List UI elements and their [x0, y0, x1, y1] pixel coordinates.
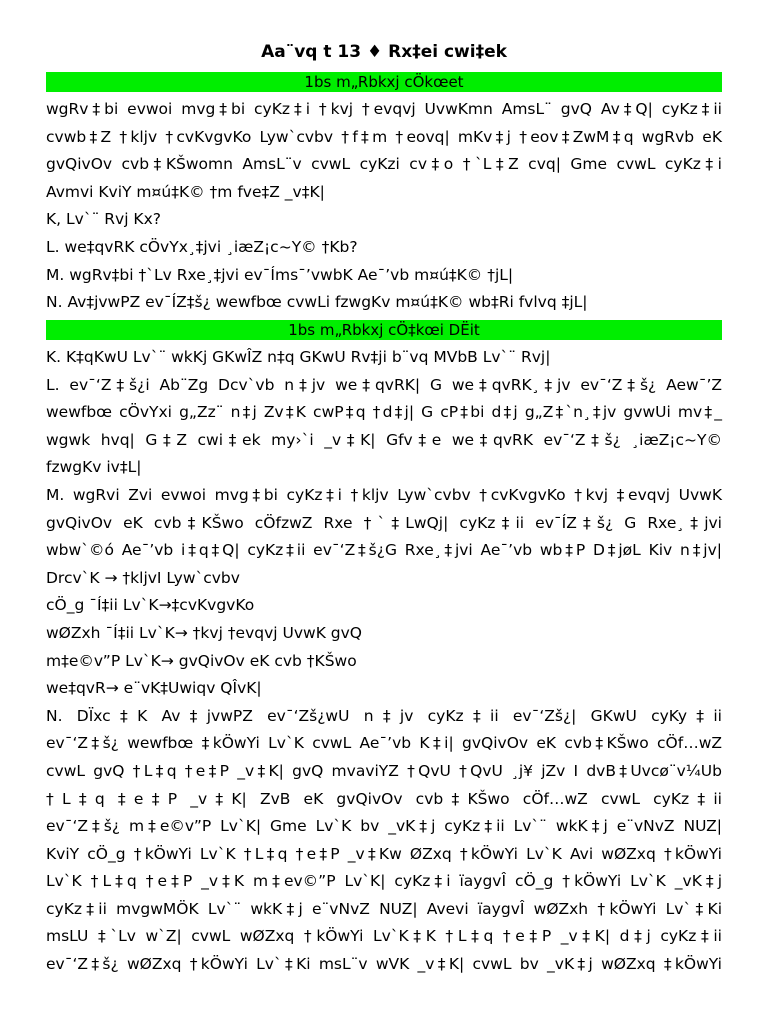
text-line: wgRv‡bi evwoi mvg‡bi cyKz‡i †kvj †evqvj UvwKmn AmsL¨ gvQ Av‡Q| cyKz‡ii [46, 100, 722, 118]
text-line: gvQivOv eK cvb‡KŠwo cÖfzwZ Rxe †`‡LwQj| cyKz‡ii ev¯ÍZ‡š¿ G Rxe¸‡jvi [46, 513, 722, 532]
text-line: msLU ‡`Lv w`Z| cvwL wØZxq †kÖwYi Lv`K‡K †L‡q †e‡P _v‡K| d‡j cyKz‡ii [46, 927, 722, 946]
question-text-block [46, 96, 722, 317]
text-line: Avmvi KviY m¤ú‡K© †m fve‡Z _v‡K| [46, 182, 325, 201]
text-line: cyKz‡ii mvgwMÖK Lv`¨ wkK‡j e¨vNvZ NUZ| Avevi ïaygvÎ wØZxh †kÖwYi Lv`‡Ki [46, 899, 722, 918]
text-line: L. we‡qvRK cÖvYx¸‡jvi ¸iæZ¡c~Y© †Kb? [46, 237, 358, 256]
text-line: ev¯‘Z‡š¿ m‡e©v”P Lv`K| Gme Lv`K bv _vK‡j cyKz‡ii Lv`¨ wkK‡j e¨vNvZ NUZ| [46, 817, 722, 836]
text-line: we‡qvR→ e¨vK‡Uwiqv QÎvK| [46, 679, 262, 698]
answer-text-block [46, 344, 722, 979]
text-line: Drcv`K → †kljvI Lyw`cvbv [46, 568, 240, 587]
text-line: KviY cÖ_g †kÖwYi Lv`K †L‡q †e‡P _v‡Kw ØZxq †kÖwYi Lv`K Avi wØZxq †kÖwYi [46, 844, 722, 863]
text-line: Lv`K †L‡q †e‡P _v‡K m‡ev©”P Lv`K| cyKz‡i ïaygvÎ cÖ_g †kÖwYi Lv`K _vK‡j [46, 872, 722, 891]
text-line: L. ev¯‘Z‡š¿i Ab¨Zg Dcv`vb n‡jv we‡qvRK| G we‡qvRK¸‡jv ev¯‘Z‡š¿ Aew¯’Z [46, 375, 722, 394]
chapter-title: Aa¨vq t 13 ♦ Rx‡ei cwi‡ek [261, 42, 507, 62]
text-line: cÖ_g ¯Í‡ii Lv`K→‡cvKvgvKo [46, 596, 255, 615]
text-line: cvwL gvQ †L‡q †e‡P _v‡K| gvQ mvaviYZ †QvU †QvU ¸j¥ jZv I dvB‡Uvcø¨v¼Ub [46, 761, 722, 780]
text-line: K, Lv`¨ Rvj Kx? [46, 210, 161, 229]
text-line: ev¯‘Z‡š¿ wewfbœ ‡kÖwYi Lv`K cvwL Ae¯’vb K‡i| gvQivOv eK cvb‡KŠwo cÖf…wZ [46, 734, 722, 753]
text-line: fzwgKv iv‡L| [46, 458, 142, 477]
text-line: N. Av‡jvwPZ ev¯ÍZ‡š¿ wewfbœ cvwLi fzwgKv m¤ú‡K© wb‡Ri fvlvq ‡jL| [46, 293, 588, 312]
text-line: wbw`©ó Ae¯’vb i‡q‡Q| cyKz‡ii ev¯‘Z‡š¿G Rxe¸‡jvi Ae¯’vb wb‡P D‡jøL Kiv n‡jv| [46, 541, 722, 560]
text-line: wØZxh ¯Í‡ii Lv`K→ †kvj †evqvj UvwK gvQ [46, 623, 363, 642]
text-line: wgwk hvq| G‡Z cwi‡ek my›`i _v‡K| Gfv‡e we‡qvRK ev¯‘Z‡š¿ ¸iæZ¡c~Y© [46, 430, 722, 449]
section-header-question: 1bs m„Rbkxj cÖkœet [46, 72, 722, 92]
text-line: m‡e©v”P Lv`K→ gvQivOv eK cvb †KŠwo [46, 651, 357, 670]
text-line: N. DÏxc‡K Av‡jvwPZ ev¯‘Zš¿wU n‡jv cyKz‡ii ev¯‘Zš¿| GKwU cyKy‡ii [46, 706, 722, 725]
text-line: M. wgRvi Zvi evwoi mvg‡bi cyKz‡i †kljv Lyw`cvbv †cvKvgvKo †kvj ‡evqvj UvwK [46, 485, 722, 504]
text-line: gvQivOv cvb‡KŠwomn AmsL¨v cvwL cyKzi cv‡o †`L‡Z cvq| Gme cvwL cyKz‡i [46, 155, 722, 174]
text-line: K. K‡qKwU Lv`¨ wkKj GKwÎZ n‡q GKwU Rv‡ji b¨vq MVbB Lv`¨ Rvj| [46, 348, 551, 366]
section-header-answer: 1bs m„Rbkxj cÖ‡kœi DËit [46, 320, 722, 340]
text-line: M. wgRv‡bi †`Lv Rxe¸‡jvi ev¯Íms¯’vwbK Ae¯’vb m¤ú‡K© †jL| [46, 265, 514, 284]
text-line: cvwb‡Z †kljv †cvKvgvKo Lyw`cvbv †f‡m †eovq| mKv‡j †eov‡ZwM‡q wgRvb eK [46, 127, 722, 146]
text-line: ev¯‘Z‡š¿ wØZxq †kÖwYi Lv`‡Ki msL¨v wVK _v‡K| cvwL bv _vK‡j wØZxq ‡kÖwYi [46, 955, 722, 974]
text-line: †L‡q ‡e‡P _v‡K| ZvB eK gvQivOv cvb‡KŠwo cÖf…wZ cvwL cyKz‡ii [46, 789, 722, 808]
text-line: wewfbœ cÖvYxi g„Zz¨ n‡j Zv‡K cwP‡q †d‡j| G cP‡bi d‡j g„Z‡`n¸‡jv gvwUi mv‡_ [46, 403, 722, 422]
